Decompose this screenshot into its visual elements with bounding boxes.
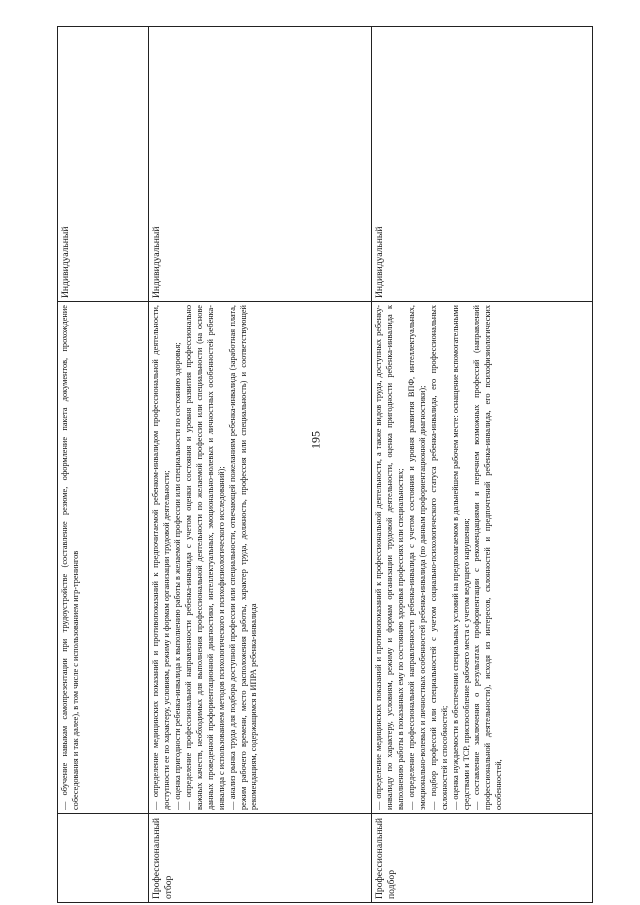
row-content-cell	[58, 302, 149, 814]
list-item: — подбор профессий или специальностей с учетом социально-психологического статуса ребенка-инвалида, его профессиональных склонностей и способностей;	[428, 305, 449, 810]
page-number: 195	[308, 431, 323, 449]
row-content-cell	[372, 302, 593, 814]
table-row	[372, 27, 593, 903]
list-item: — определение профессиональной направленности ребенка-инвалида с учетом состояния и уровня развития ВПФ, интеллектуальных, эмоционально-волевых и личностных особенностей ребенка-инвалида (по данным профориентационной диагностики);	[406, 305, 427, 810]
rehab-table	[57, 26, 593, 903]
list-item: — составление заключения о результатах профориентации с рекомендациями и перечнем возможных профессий (направлений профессиональной деятельности), исходя из интересов, склонностей и предпочтений ребенка-инвалида, его психофизиологических особенностей,	[472, 305, 504, 810]
row-content-cell	[149, 302, 372, 814]
table-row	[58, 27, 149, 903]
list-item: — определение медицинских показаний и противопоказаний к профессиональной деятельности, а также видов труда, доступных ребенку-инвалиду по характеру, условиям, режиму и формам организации трудовой деятельности, оценка пригодности ребенка-инвалида к выполнению работы в показанных ему по состоянию здоровья профессиях или специальностях;	[374, 305, 405, 810]
list-item: — определение профессиональной направленности ребенка-инвалида с учетом оценки состояния и уровня развития профессионально важных качеств, необходимых для выполнения профессиональной деятельности по желаемой профессии или специальности (на основе данных проведенной профориентационной диагностики, интеллектуальных, эмоционально-волевых и личностных особенностей ребенка-инвалида с использованием методов психологического и психофизиологического исследований);	[183, 305, 226, 810]
row-form-cell: Индивидуальный	[372, 27, 593, 302]
row-form-cell: Индивидуальный	[58, 27, 149, 302]
row-name-cell: Профессиональный отбор	[149, 814, 372, 903]
list-item: — оценка пригодности ребенка-инвалида к выполнению работы в желаемой профессии или специальности по состоянию здоровья;	[172, 342, 182, 810]
rotated-table-container	[57, 48, 577, 903]
row-form-cell: Индивидуальный	[149, 27, 372, 302]
list-item: — обучение навыкам самопрезентации при трудоустройстве (составление резюме, оформление пакета документов, прохождение собеседования и так далее), в том числе с использованием игр-тренингов	[60, 305, 80, 810]
row-name-cell	[58, 814, 149, 903]
list-item: — анализ рынка труда для подбора доступной профессии или специальности, отвечающей пожеланиям ребенка-инвалида (заработная плата, режим рабочего времени, место расположения работы, характер труда, должность, профессия или специальность) и соответствующей рекомендациям, содержащимся в ИПРА ребенка-инвалида	[227, 305, 259, 810]
row-name-cell: Профессиональный подбор	[372, 814, 593, 903]
list-item: — определение медицинских показаний и противопоказаний к предпочитаемой ребенком-инвалидом профессиональной деятельности, доступности ее по характеру, условиям, режиму и формам организации трудовой деятельности;	[151, 305, 171, 810]
table-row	[149, 27, 372, 903]
list-item: — оценка нуждаемости в обеспечении специальных условий на предполагаемом в дальнейшем рабочем месте: оснащение вспомогательными средствами и ТСР, приспособление рабочего места с учетом ведущего нарушения;	[450, 305, 471, 810]
